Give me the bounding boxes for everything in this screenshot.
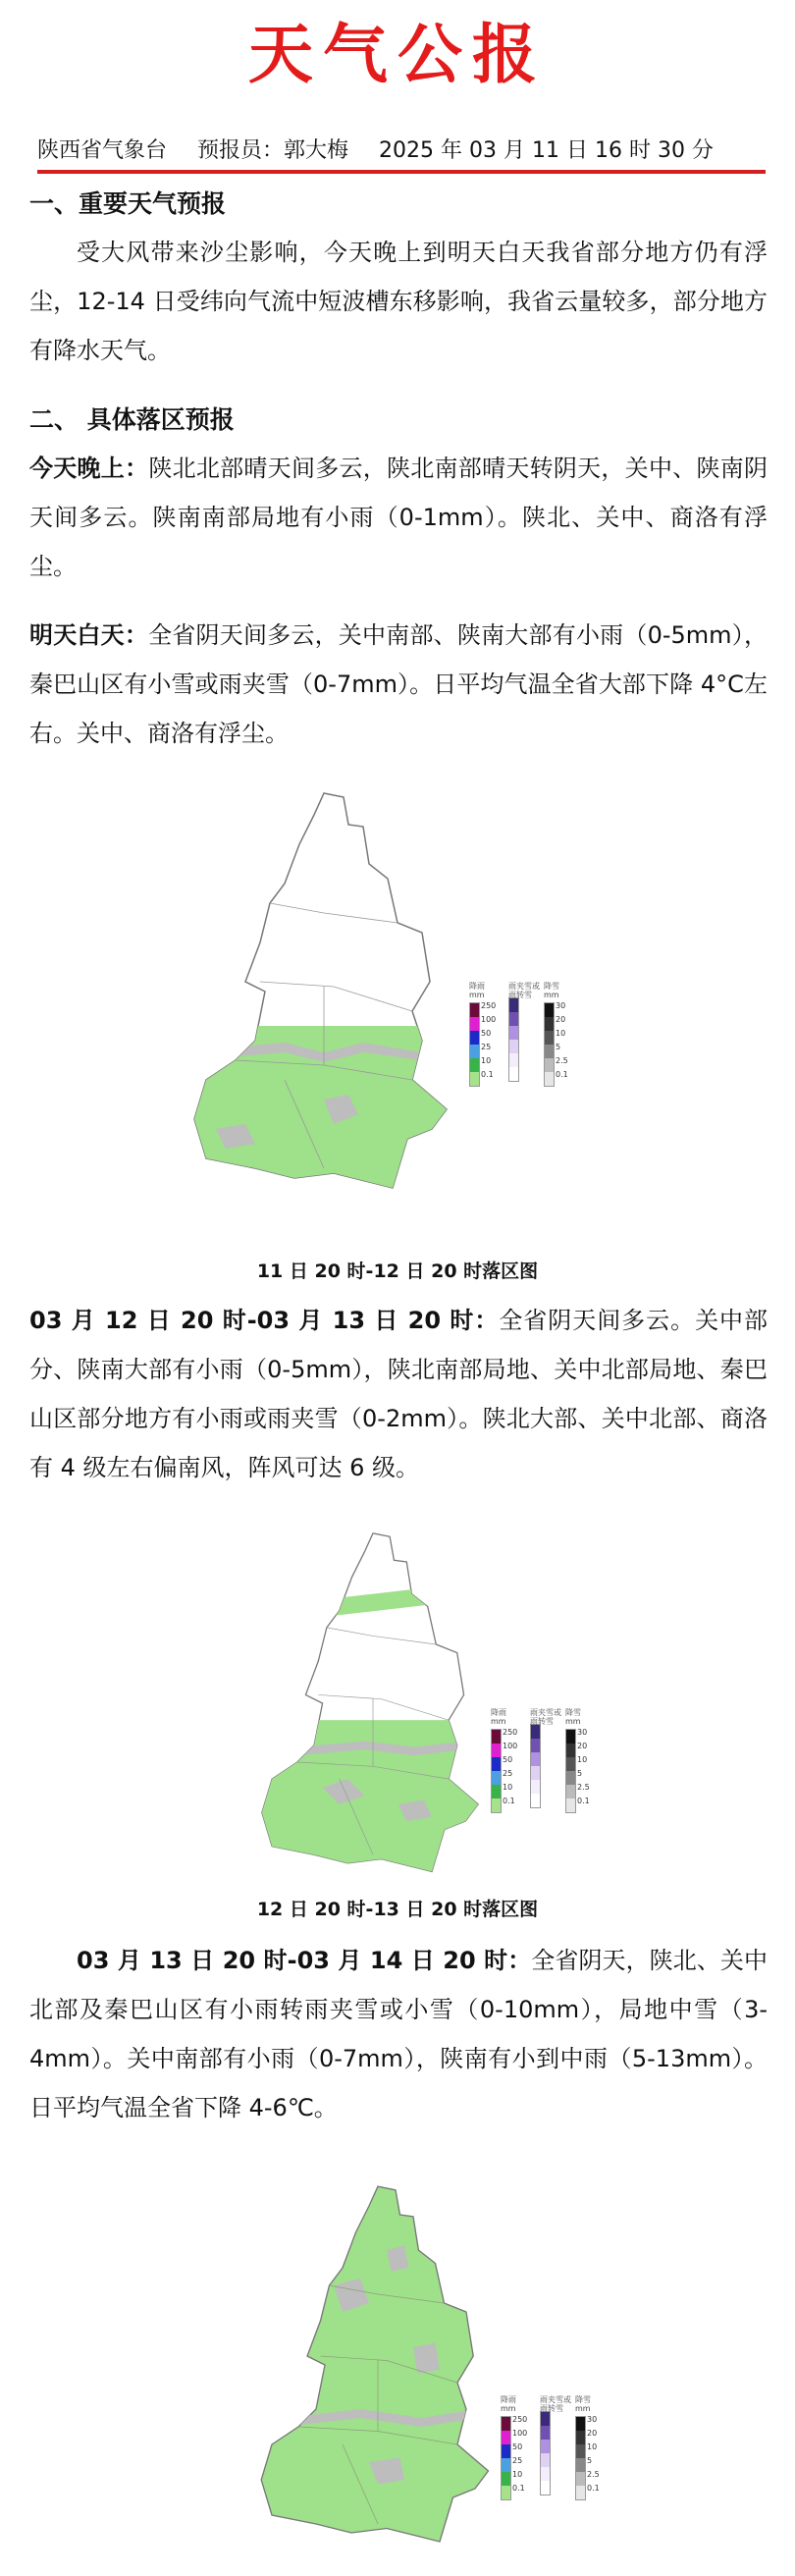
- tick: 100: [503, 1742, 518, 1750]
- tick: 20: [556, 1015, 566, 1024]
- sleet-swatch: [531, 1794, 540, 1807]
- snow-swatch: [545, 1003, 554, 1017]
- map-1-caption: 11 日 20 时-12 日 20 时落区图: [256, 1261, 539, 1282]
- sleet-colorbar: [508, 997, 519, 1082]
- masthead: [37, 134, 766, 174]
- rain-swatch: [502, 2431, 510, 2444]
- snow-legend-unit: mm: [575, 2404, 591, 2413]
- issue-datetime: 2025 年 03 月 11 日 16 时 30 分: [379, 138, 714, 163]
- tick: 5: [577, 1769, 583, 1778]
- sleet-swatch: [541, 2481, 550, 2495]
- tick: 50: [512, 2442, 523, 2451]
- tonight-label: 今天晚上：: [29, 455, 149, 482]
- sleet-swatch: [531, 1725, 540, 1739]
- sleet-swatch: [541, 2412, 550, 2426]
- sleet-swatch: [509, 1053, 518, 1067]
- rain-swatch: [492, 1757, 501, 1771]
- day2-paragraph: [29, 1296, 768, 1492]
- sleet-swatch: [531, 1780, 540, 1794]
- rain-colorbar: [501, 2416, 511, 2500]
- snow-swatch: [545, 1045, 554, 1058]
- rain-swatch: [492, 1744, 501, 1757]
- sleet-swatch: [541, 2440, 550, 2453]
- day3-text: 全省阴天，陕北、关中北部及秦巴山区有小雨转雨夹雪或小雪（0-10mm），局地中雪（3-4mm）。关中南部有小雨（0-7mm），陕南有小到中雨（5-13mm）。日平均气温全省下降 4-6℃。: [29, 1947, 768, 2121]
- tick: 25: [512, 2456, 523, 2465]
- snow-colorbar: [544, 1002, 555, 1087]
- sleet-legend-title: 雨夹雪或雨转雪: [508, 982, 540, 999]
- sleet-swatch: [509, 1040, 518, 1053]
- snow-swatch: [545, 1058, 554, 1072]
- day2-label: 03 月 12 日 20 时-03 月 13 日 20 时：: [29, 1307, 500, 1334]
- snow-swatch: [566, 1730, 575, 1744]
- tick: 50: [503, 1755, 513, 1764]
- rain-legend-title: 降雨: [469, 982, 485, 991]
- tick: 20: [577, 1742, 588, 1750]
- snow-legend-unit: mm: [565, 1717, 581, 1726]
- sleet-swatch: [509, 1026, 518, 1040]
- rain-swatch: [492, 1785, 501, 1798]
- rain-swatch: [502, 2444, 510, 2458]
- tick: 10: [587, 2442, 598, 2451]
- snow-colorbar: [565, 1729, 576, 1813]
- tick: 25: [503, 1769, 513, 1778]
- forecast-map-1: [177, 785, 471, 1198]
- rain-colorbar: [491, 1729, 502, 1813]
- rain-swatch: [502, 2486, 510, 2499]
- forecaster: 预报员：郭大梅: [197, 138, 349, 163]
- rain-swatch: [492, 1798, 501, 1812]
- tick: 0.1: [481, 1070, 494, 1079]
- tick: 10: [512, 2470, 523, 2479]
- rain-swatch: [470, 1045, 479, 1058]
- snow-swatch: [545, 1031, 554, 1045]
- rain-legend-title: 降雨: [501, 2395, 516, 2404]
- forecast-map-2: [245, 1527, 501, 1880]
- rain-legend-unit: mm: [491, 1717, 506, 1726]
- tomorrow-paragraph: [29, 611, 768, 758]
- tick: 50: [481, 1029, 492, 1038]
- tick: 100: [512, 2429, 528, 2438]
- tick: 250: [481, 1001, 497, 1010]
- rain-swatch: [502, 2458, 510, 2472]
- rain-swatch: [492, 1730, 501, 1744]
- snow-ticks: [556, 999, 568, 1082]
- day3-label: 03 月 13 日 20 时-03 月 14 日 20 时：: [77, 1947, 532, 1974]
- tick: 2.5: [577, 1783, 590, 1792]
- snow-swatch: [545, 1017, 554, 1031]
- snow-legend-unit: mm: [544, 991, 559, 999]
- tick: 10: [577, 1755, 588, 1764]
- snow-swatch: [566, 1744, 575, 1757]
- tick: 10: [503, 1783, 513, 1792]
- day3-paragraph: [29, 1936, 768, 2132]
- tonight-text: 陕北北部晴天间多云，陕北南部晴天转阴天，关中、陕南阴天间多云。陕南南部局地有小雨（0-1mm）。陕北、关中、商洛有浮尘。: [29, 455, 768, 580]
- tomorrow-label: 明天白天：: [29, 621, 149, 649]
- tonight-paragraph: [29, 444, 768, 591]
- snow-swatch: [576, 2417, 585, 2431]
- snow-ticks: [587, 2413, 600, 2496]
- snow-legend-title: 降雪: [544, 982, 559, 991]
- snow-swatch: [576, 2458, 585, 2472]
- tick: 10: [556, 1029, 566, 1038]
- sleet-swatch: [541, 2426, 550, 2440]
- tick: 30: [577, 1728, 588, 1737]
- rain-swatch: [470, 1003, 479, 1017]
- rain-swatch: [470, 1017, 479, 1031]
- snow-swatch: [576, 2431, 585, 2444]
- tick: 25: [481, 1043, 492, 1051]
- bulletin-title: 天气公报: [248, 16, 547, 92]
- issuing-org: 陕西省气象台: [37, 138, 168, 163]
- snow-swatch: [566, 1757, 575, 1771]
- sleet-swatch: [531, 1752, 540, 1766]
- section1-heading: 一、重要天气预报: [29, 189, 227, 218]
- tick: 10: [481, 1056, 492, 1065]
- tomorrow-text: 全省阴天间多云，关中南部、陕南大部有小雨（0-5mm），秦巴山区有小雪或雨夹雪（0-7mm）。日平均气温全省大部下降 4°C左右。关中、商洛有浮尘。: [29, 621, 768, 747]
- sleet-swatch: [541, 2453, 550, 2467]
- rain-swatch: [470, 1058, 479, 1072]
- section2-heading: 二、 具体落区预报: [29, 405, 235, 434]
- map-2-caption: 12 日 20 时-13 日 20 时落区图: [256, 1899, 539, 1920]
- rain-ticks: [503, 1726, 517, 1808]
- tick: 2.5: [587, 2470, 600, 2479]
- rain-ticks: [481, 999, 496, 1082]
- rain-legend-unit: mm: [501, 2404, 516, 2413]
- rain-swatch: [470, 1031, 479, 1045]
- rain-colorbar: [469, 1002, 480, 1087]
- snow-swatch: [576, 2486, 585, 2499]
- sleet-swatch: [531, 1739, 540, 1752]
- snow-swatch: [566, 1771, 575, 1785]
- tick: 2.5: [556, 1056, 568, 1065]
- tick: 5: [556, 1043, 561, 1051]
- tick: 0.1: [587, 2484, 600, 2493]
- snow-colorbar: [575, 2416, 586, 2500]
- sleet-swatch: [509, 1067, 518, 1081]
- rain-legend-title: 降雨: [491, 1708, 506, 1717]
- tick: 20: [587, 2429, 598, 2438]
- sleet-swatch: [509, 998, 518, 1012]
- sleet-swatch: [509, 1012, 518, 1026]
- tick: 30: [556, 1001, 566, 1010]
- rain-swatch: [502, 2417, 510, 2431]
- rain-legend-unit: mm: [469, 991, 485, 999]
- tick: 100: [481, 1015, 497, 1024]
- sleet-legend-title: 雨夹雪或雨转雪: [530, 1708, 561, 1726]
- tick: 250: [503, 1728, 518, 1737]
- sleet-legend-title: 雨夹雪或雨转雪: [540, 2395, 571, 2413]
- snow-legend-title: 降雪: [565, 1708, 581, 1717]
- sleet-colorbar: [540, 2411, 551, 2496]
- snow-swatch: [576, 2472, 585, 2486]
- snow-swatch: [576, 2444, 585, 2458]
- rain-swatch: [470, 1072, 479, 1086]
- snow-swatch: [566, 1798, 575, 1812]
- tick: 250: [512, 2415, 528, 2424]
- snow-ticks: [577, 1726, 590, 1808]
- tick: 0.1: [556, 1070, 568, 1079]
- tick: 30: [587, 2415, 598, 2424]
- rain-ticks: [512, 2413, 527, 2496]
- rain-swatch: [492, 1771, 501, 1785]
- tick: 5: [587, 2456, 593, 2465]
- sleet-swatch: [531, 1766, 540, 1780]
- tick: 0.1: [503, 1797, 515, 1805]
- day2-text: 全省阴天间多云。关中部分、陕南大部有小雨（0-5mm），陕北南部局地、关中北部局地、秦巴山区部分地方有小雨或雨夹雪（0-2mm）。陕北大部、关中北部、商洛有 4 级左右偏南风，阵风可达 6 级。: [29, 1307, 768, 1481]
- snow-legend-title: 降雪: [575, 2395, 591, 2404]
- section1-text: 受大风带来沙尘影响，今天晚上到明天白天我省部分地方仍有浮尘，12-14 日受纬向气流中短波槽东移影响，我省云量较多，部分地方有降水天气。: [29, 239, 768, 364]
- tick: 0.1: [512, 2484, 525, 2493]
- tick: 0.1: [577, 1797, 590, 1805]
- sleet-colorbar: [530, 1724, 541, 1808]
- snow-swatch: [566, 1785, 575, 1798]
- rain-swatch: [502, 2472, 510, 2486]
- snow-swatch: [545, 1072, 554, 1086]
- sleet-swatch: [541, 2467, 550, 2481]
- forecast-map-3: [245, 2179, 510, 2576]
